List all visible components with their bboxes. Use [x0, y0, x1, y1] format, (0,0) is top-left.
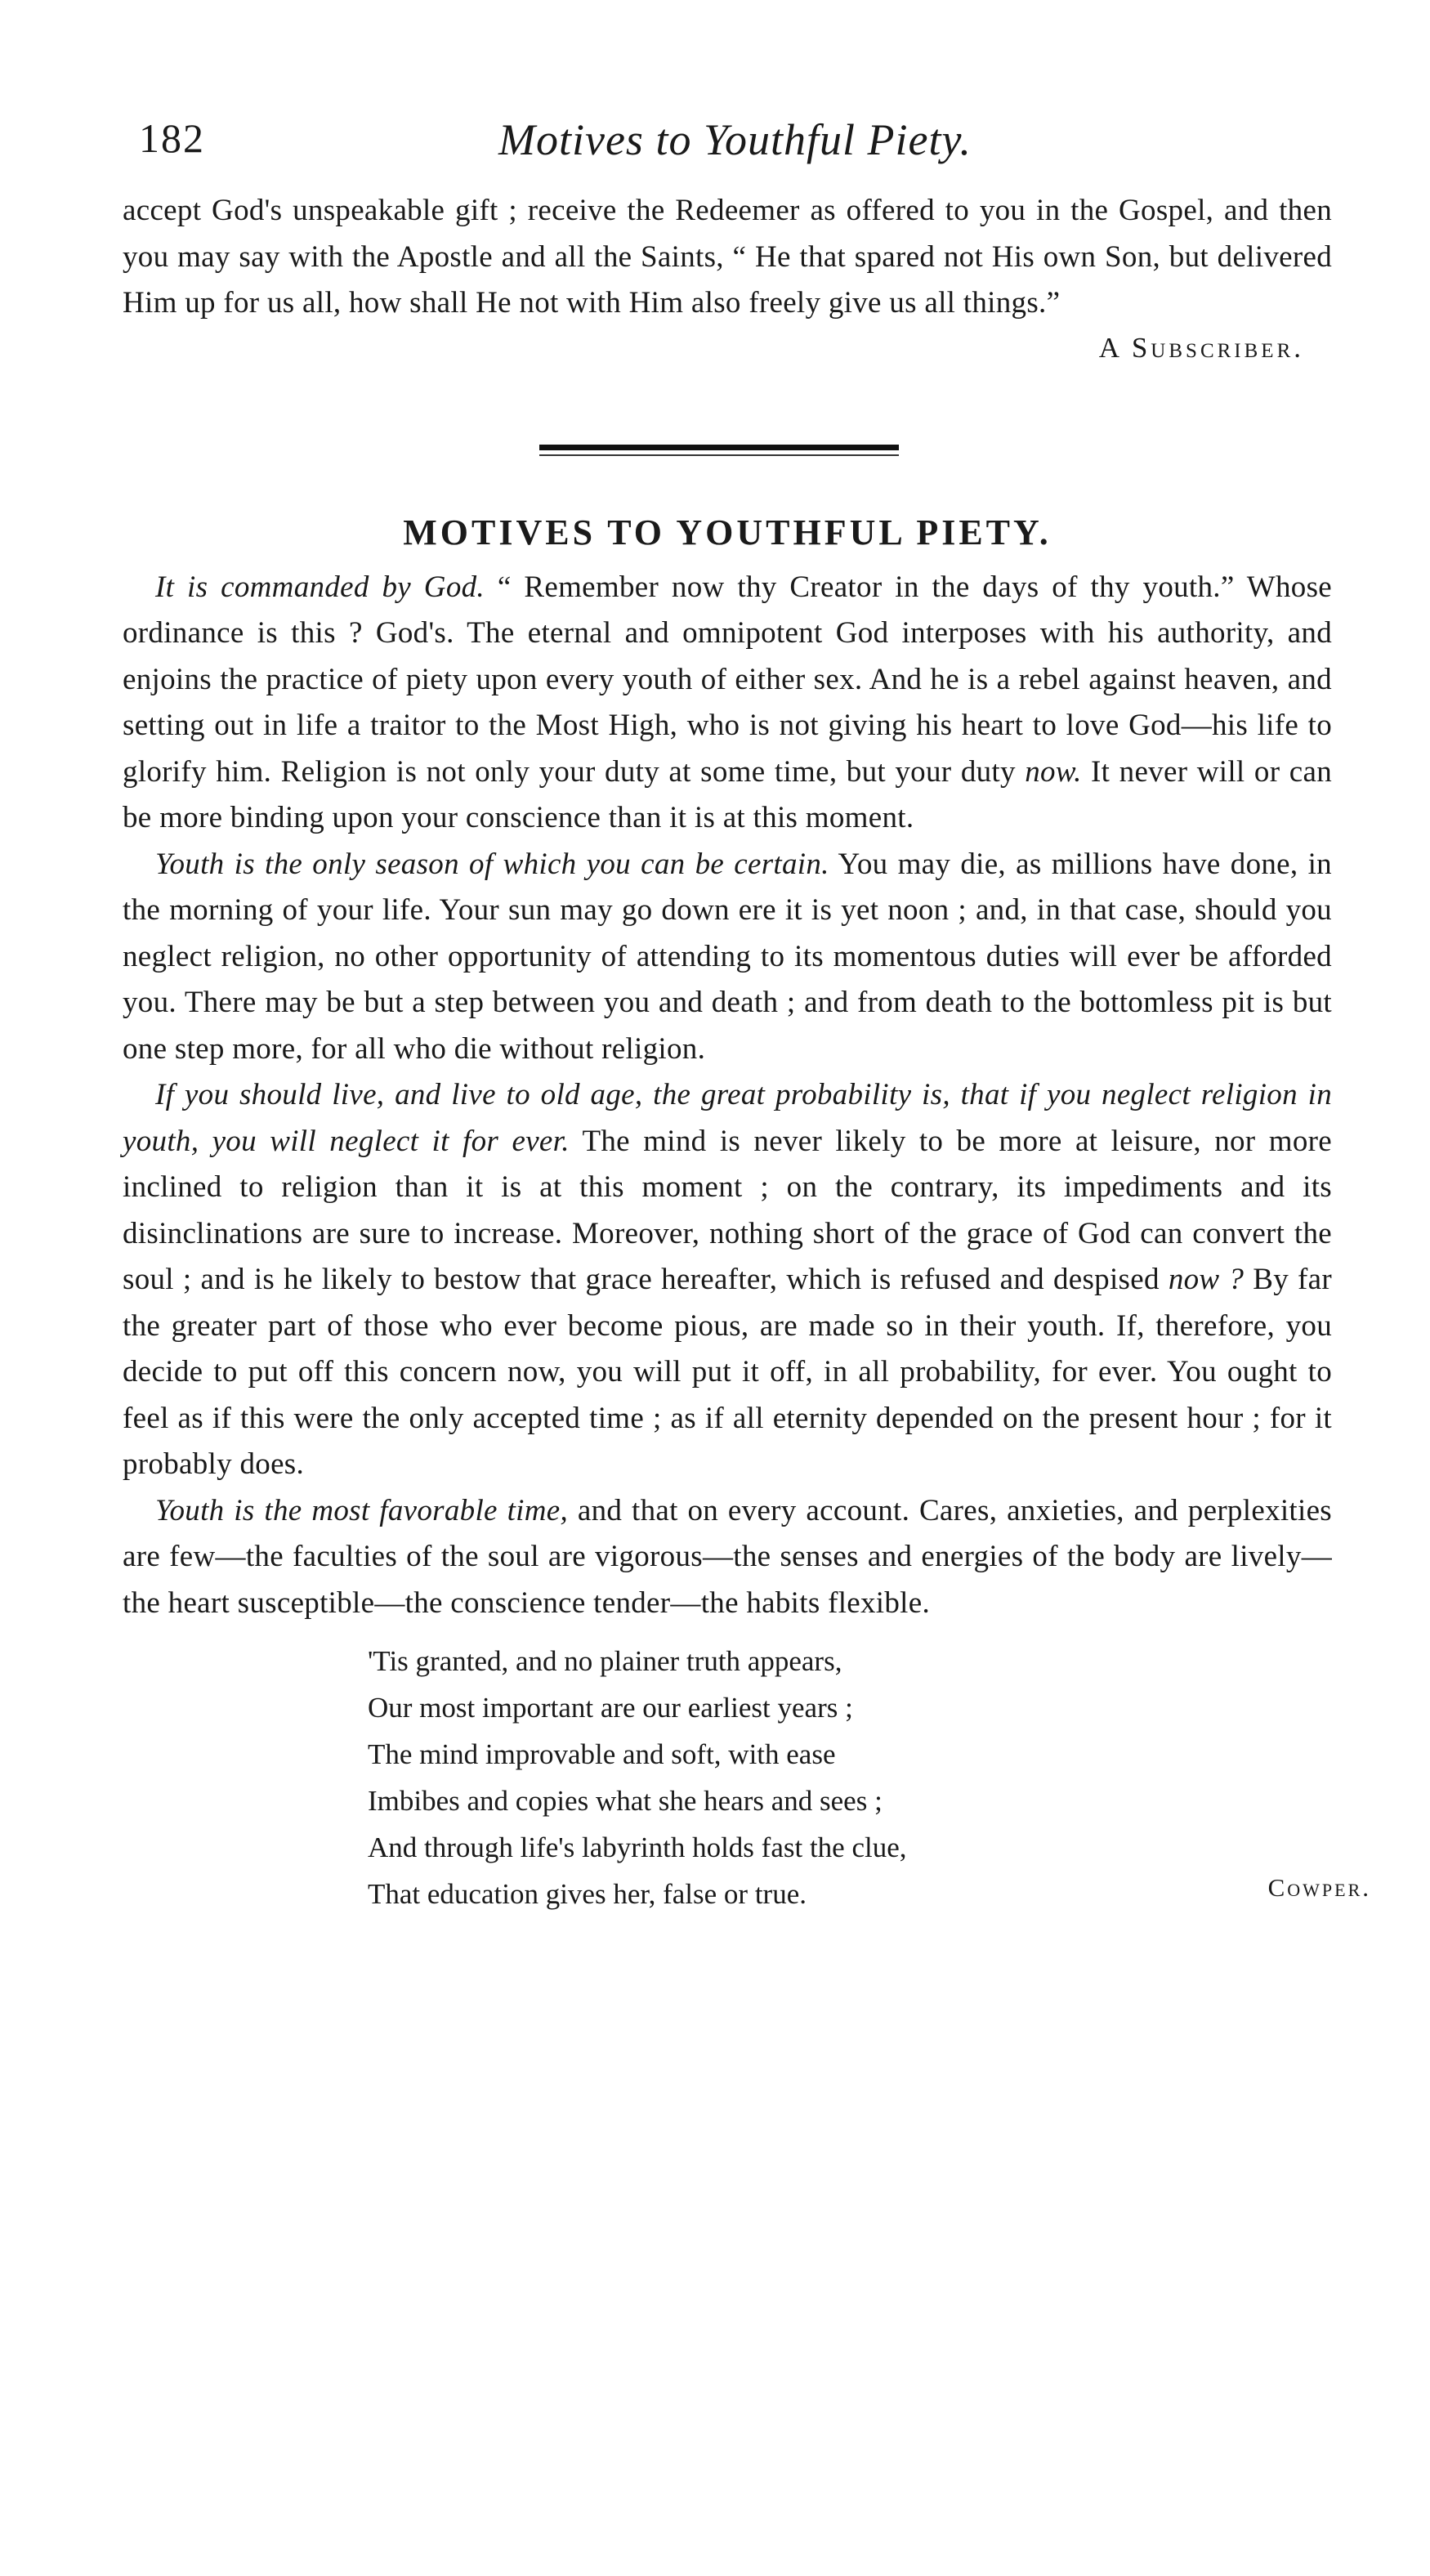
paragraph-4-text: and that on every account. Cares, anxieties, and perplexities are few—the faculties of the soul are vigorous—the senses and energies of the body are lively—the heart susceptible—the conscience tender—the habits flexible. [123, 1493, 1332, 1620]
poem-line: The mind improvable and soft, with ease [368, 1738, 836, 1770]
paragraph-1-tail: It never will or can be more binding upon your conscience than it is at this moment. [123, 754, 1333, 834]
poem-attribution: Cowper. [1267, 1873, 1371, 1902]
paragraph-3-emphasis: now ? [1168, 1263, 1245, 1296]
article-title: MOTIVES TO YOUTHFUL PIETY. [403, 512, 1052, 552]
paragraph-2-lead: Youth is the only season of which you can be certain. [155, 847, 829, 881]
poem-line: That education gives her, false or true. [368, 1878, 807, 1910]
paragraph-2 [123, 842, 1332, 1073]
paragraph-1-emphasis: now. [1025, 754, 1082, 789]
paragraph-1-lead: It is commanded by God. [155, 570, 485, 604]
running-head [123, 114, 1332, 188]
paragraph-1-text: “ Remember now thy Creator in the days of thy youth.” Whose ordinance is this ? God's. The eternal and omnipotent God interposes with his authority, and enjoins the practice of piety upon every youth of either sex. And he is a rebel against heaven, and setting out in life a traitor to the Most High, who is not giving his heart to love God—his life to glorify him. Religion is not only your duty at some time, but your duty [123, 570, 1332, 789]
paragraph-3-lead: If you should live, and live to old age, the great probability is, that if you neglect religion in youth, you will neglect it for ever. [123, 1078, 1332, 1158]
paragraph-3 [123, 1072, 1332, 1488]
paragraph-2-text: You may die, as millions have done, in the morning of your life. Your sun may go down ere it is yet noon ; and, in that case, should you neglect religion, no other opportunity of attending to its momentous duties will ever be afforded you. There may be but a step between you and death ; and from death to the bottomless pit is but one step more, for all who die without religion. [123, 847, 1332, 1066]
paragraph-4-lead: Youth is the most favorable time, [155, 1493, 569, 1527]
section-divider [539, 445, 899, 461]
poem-line: Our most important are our earliest years ; [368, 1692, 853, 1724]
running-title: Motives to Youthful Piety. [498, 115, 972, 164]
previous-article-closing: accept God's unspeakable gift ; receive the Redeemer as offered to you in the Gospel, and then you may say with the Apostle and all the Saints, “ He that spared not His own Son, but delivered Him up for us all, how shall He not with Him also freely give us all things.” [123, 194, 1332, 320]
paragraph-3-tail: By far the greater part of those who ever become pious, are made so in their youth. If, therefore, you decide to put off this concern now, you will put it off, in all probability, for ever. You ought to feel as if this were the only accepted time ; as if all eternity depended on the present hour ; for it probably does. [123, 1263, 1333, 1481]
signature: A Subscriber. [1098, 331, 1304, 364]
paragraph-4 [123, 1488, 1332, 1627]
poem-line: 'Tis granted, and no plainer truth appears, [368, 1645, 842, 1677]
book-page [123, 114, 1371, 1917]
poem-line: And through life's labyrinth holds fast the clue, [368, 1831, 907, 1863]
divider-thick-line [539, 445, 899, 450]
page-number: 182 [139, 115, 205, 161]
paragraph-3-text: The mind is never likely to be more at leisure, nor more inclined to religion than it is at this moment ; on the contrary, its impediments and its disinclinations are sure to increase. Moreover, nothing short of the grace of God can convert the soul ; and is he likely to bestow that grace hereafter, which is refused and despised [123, 1124, 1332, 1296]
poem-line: Imbibes and copies what she hears and sees ; [368, 1785, 883, 1817]
paragraph-1 [123, 565, 1332, 842]
divider-thin-line [539, 454, 899, 456]
poem [368, 1638, 1371, 1917]
